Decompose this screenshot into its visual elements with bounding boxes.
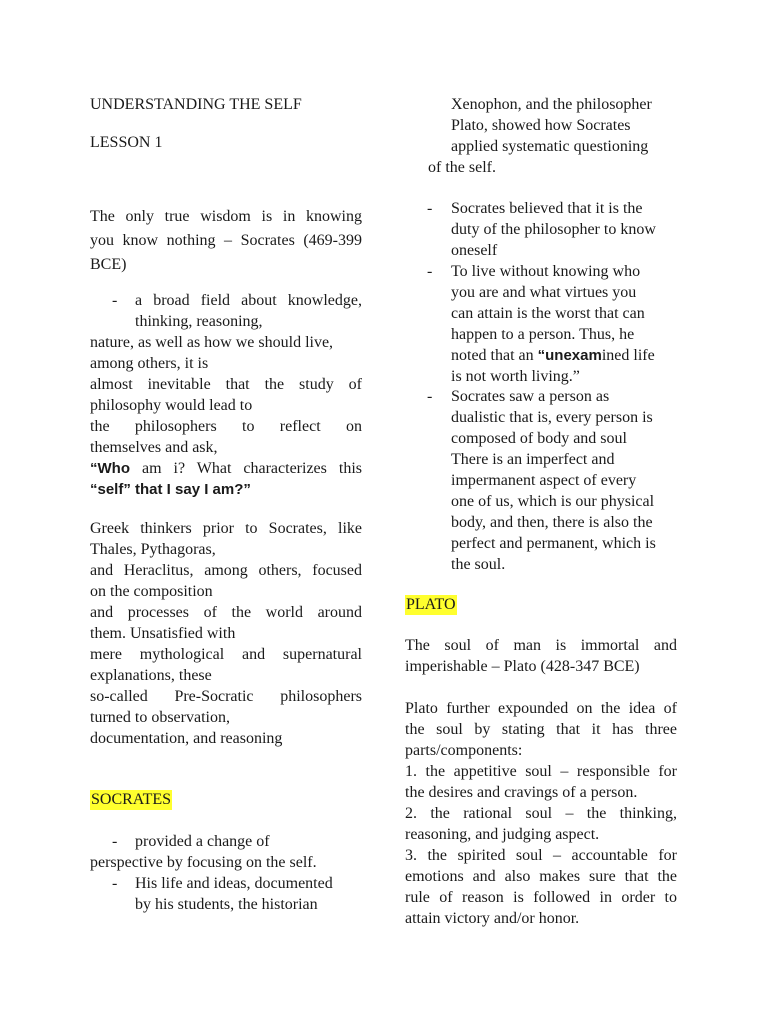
bullet-text [451, 345, 677, 366]
paragraph-line: Thales, Pythagoras, [90, 541, 216, 558]
paragraph-line: documentation, and reasoning [90, 730, 283, 747]
socrates-bullets [90, 831, 362, 915]
self-question: “self” that I say I am?” [90, 481, 251, 498]
bullet-text: duty of the philosopher to know [451, 221, 656, 238]
quote-line: The soul of man is immortal and [405, 637, 677, 654]
paragraph-line: on the composition [90, 583, 213, 600]
question-line [90, 458, 362, 479]
paragraph-line: parts/components: [405, 742, 523, 759]
bullet-text: by his students, the historian [135, 896, 318, 913]
bullet-text: one of us, which is our physical [451, 493, 655, 510]
bullet-dash: - [112, 292, 118, 309]
bullet-dash: - [112, 833, 118, 850]
socrates-heading [90, 789, 362, 810]
plato-quote [405, 635, 677, 677]
paragraph-line: applied systematic questioning [451, 138, 649, 155]
paragraph-line: and processes of the world around [90, 604, 362, 621]
paragraph-line: the desires and cravings of a person. [405, 784, 638, 801]
document-title: UNDERSTANDING THE SELF [90, 96, 302, 113]
quote-line: The only true wisdom is in knowing [90, 208, 362, 225]
bullet-text: impermanent aspect of every [451, 472, 637, 489]
socrates-quote [90, 205, 362, 277]
quote-line: BCE) [90, 256, 127, 273]
bullet-text: happen to a person. Thus, he [451, 326, 635, 343]
intro-paragraph [90, 332, 362, 500]
bullet-text: provided a change of [135, 833, 270, 850]
bullet-dash: - [427, 200, 433, 217]
paragraph-line: so-called Pre-Socratic philosophers [90, 688, 362, 705]
bullet-broad-field [90, 290, 362, 332]
paragraph-line: explanations, these [90, 667, 212, 684]
paragraph-line: almost inevitable that the study of [90, 376, 362, 393]
bullet-unexamined-life [405, 261, 677, 387]
question-rest: am i? What characterizes this [129, 460, 362, 477]
who-text: “Who [90, 460, 130, 477]
bullet-text: thinking, reasoning, [135, 313, 263, 330]
bullet-text: His life and ideas, documented [135, 875, 333, 892]
bullet-text: Socrates believed that it is the [451, 200, 643, 217]
paragraph-line: Plato further expounded on the idea of [405, 700, 677, 717]
bullet-text: body, and then, there is also the [451, 514, 653, 531]
bullet-text: Socrates saw a person as [451, 388, 610, 405]
plato-heading [405, 594, 677, 615]
paragraph-line: 1. the appetitive soul – responsible for [405, 763, 677, 780]
plato-heading-text: PLATO [406, 596, 456, 613]
paragraph-line: turned to observation, [90, 709, 230, 726]
paragraph-line: mere mythological and supernatural [90, 646, 362, 663]
paragraph-line: Xenophon, and the philosopher [451, 96, 652, 113]
bullet-text: perfect and permanent, which is [451, 535, 656, 552]
paragraph-line: Greek thinkers prior to Socrates, like [90, 520, 362, 537]
lesson-label: LESSON 1 [90, 134, 163, 151]
bullet-text: you are and what virtues you [451, 284, 637, 301]
paragraph-line: the soul by stating that it has three [405, 721, 677, 738]
paragraph-line: 2. the rational soul – the thinking, [405, 805, 677, 822]
bullet-text: There is an imperfect and [451, 451, 615, 468]
bullet-text: perspective by focusing on the self. [90, 854, 317, 871]
bullet-dash: - [112, 875, 118, 892]
bullet-dash: - [427, 388, 433, 405]
paragraph-line: the philosophers to reflect on [90, 418, 362, 435]
quote-lead: noted that an [451, 347, 538, 364]
paragraph-line: and Heraclitus, among others, focused [90, 562, 362, 579]
bullet-text: composed of body and soul [451, 430, 627, 447]
paragraph-line: Plato, showed how Socrates [451, 117, 631, 134]
paragraph-line: nature, as well as how we should live, [90, 334, 334, 351]
greek-thinkers-paragraph [90, 518, 362, 749]
paragraph-line: philosophy would lead to [90, 397, 253, 414]
bullet-text: can attain is the worst that can [451, 305, 645, 322]
paragraph-line: rule of reason is followed in order to [405, 889, 677, 906]
bullet-text: To live without knowing who [451, 263, 641, 280]
paragraph-line: themselves and ask, [90, 439, 218, 456]
bullet-dualistic [405, 386, 677, 575]
paragraph-line: of the self. [428, 159, 496, 176]
paragraph-line: 3. the spirited soul – accountable for [405, 847, 677, 864]
bullet-duty [405, 198, 677, 261]
paragraph-line: attain victory and/or honor. [405, 910, 580, 927]
bullet-text: a broad field about knowledge, [135, 292, 362, 309]
quote-end: ined life [601, 347, 655, 364]
unexam-bold: “unexam [537, 347, 602, 364]
bullet-text: oneself [451, 242, 498, 259]
bullet-text: dualistic that is, every person is [451, 409, 653, 426]
socrates-continued [405, 94, 677, 178]
socrates-heading-text: SOCRATES [91, 791, 172, 808]
bullet-text: is not worth living.” [451, 368, 580, 385]
bullet-text: the soul. [451, 556, 506, 573]
quote-line: you know nothing – Socrates (469-399 [90, 232, 362, 249]
quote-line: imperishable – Plato (428-347 BCE) [405, 658, 640, 675]
paragraph-line: them. Unsatisfied with [90, 625, 236, 642]
plato-paragraph [405, 698, 677, 929]
paragraph-line: reasoning, and judging aspect. [405, 826, 600, 843]
paragraph-line: emotions and also makes sure that the [405, 868, 677, 885]
paragraph-line: among others, it is [90, 355, 209, 372]
bullet-dash: - [427, 263, 433, 280]
